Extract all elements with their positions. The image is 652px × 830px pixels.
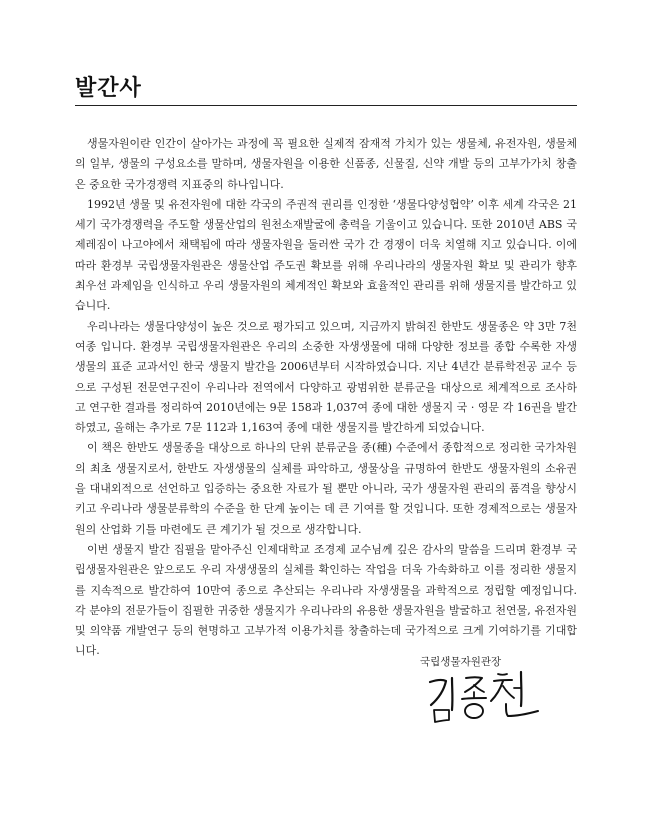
paragraph-4: 이 책은 한반도 생물종을 대상으로 하나의 단위 분류군을 종(種) 수준에서 종합적으로 정리한 국가차원의 최초 생물지로서, 한반도 자생생물의 실체를 파악하고, 생물상을 규명하여 한반도 생물자원의 소유권을 대내외적으로 선언하고 입증하는 중요한 자료가 될 뿐만 아니라, 국가 생물자원 관리의 품격을 향상시키고 우리나라 생물분류학의 수준을 한 단계 높이는 데 큰 기여를 할 것입니다. 또한 경제적으로는 생물자원의 산업화 기틀 마련에도 큰 계기가 될 것으로 생각합니다.	[75, 441, 577, 536]
page-title: 발간사	[75, 76, 142, 101]
paragraph-3: 우리나라는 생물다양성이 높은 것으로 평가되고 있으며, 지금까지 밝혀진 한반도 생물종은 약 3만 7천여종 입니다. 환경부 국립생물자원관은 우리의 소중한 자생생물에 대해 다양한 정보를 종합 수록한 자생생물의 표준 교과서인 한국 생물지 발간을 2006년부터 시작하였습니다. 지난 4년간 분류학전공 교수 등으로 구성된 전문연구진이 우리나라 전역에서 다양하고 광범위한 분류군을 대상으로 체계적으로 조사하고 연구한 결과를 정리하여 2010년에는 9문 158과 1,037여 종에 대한 생물지 국 · 영문 각 16권을 발간하였고, 올해는 추가로 7문 112과 1,163여 종에 대한 생물지를 발간하게 되었습니다.	[75, 319, 577, 435]
title-underline	[75, 105, 577, 106]
signer-title: 국립생물자원관장	[420, 656, 502, 668]
foreword-body	[75, 134, 577, 662]
paragraph-2: 1992년 생물 및 유전자원에 대한 각국의 주권적 권리를 인정한 ‘생물다양성협약’ 이후 세계 각국은 21세기 국가경쟁력을 주도할 생물산업의 원천소재발굴에 총력을 기울이고 있습니다. 또한 2010년 ABS 국제레짐이 나고야에서 채택됨에 따라 생물자원을 둘러싼 국가 간 경쟁이 더욱 치열해 지고 있습니다. 이에 따라 환경부 국립생물자원관은 생물산업 주도권 확보를 위해 우리나라의 생물자원 확보 및 관리가 향후 최우선 과제임을 인식하고 우리 생물자원의 체계적인 확보와 효율적인 관리를 위해 생물지를 발간하고 있습니다.	[75, 197, 577, 313]
paragraph-1: 생물자원이란 인간이 살아가는 과정에 꼭 필요한 실제적 잠재적 가치가 있는 생물체, 유전자원, 생물체의 일부, 생물의 구성요소를 말하며, 생물자원을 이용한 신품종, 신물질, 신약 개발 등의 고부가가치 창출은 중요한 국가경쟁력 지표중의 하나입니다.	[75, 137, 577, 191]
handwritten-signature	[422, 668, 548, 726]
paragraph-5: 이번 생물지 발간 집필을 맡아주신 인제대학교 조경제 교수님께 깊은 감사의 말씀을 드리며 환경부 국립생물자원관은 앞으로도 우리 자생생물의 실체를 확인하는 작업을 더욱 가속화하고 이를 정리한 생물지를 지속적으로 발간하여 10만여 종으로 추산되는 우리나라 자생생물을 과학적으로 정립할 예정입니다. 각 분야의 전문가들이 집필한 귀중한 생물지가 우리나라의 유용한 생물자원을 발굴하고 천연물, 유전자원 및 의약품 개발연구 등의 현명하고 고부가적 이용가치를 창출하는데 국가적으로 크게 기여하기를 기대합니다.	[75, 542, 577, 658]
